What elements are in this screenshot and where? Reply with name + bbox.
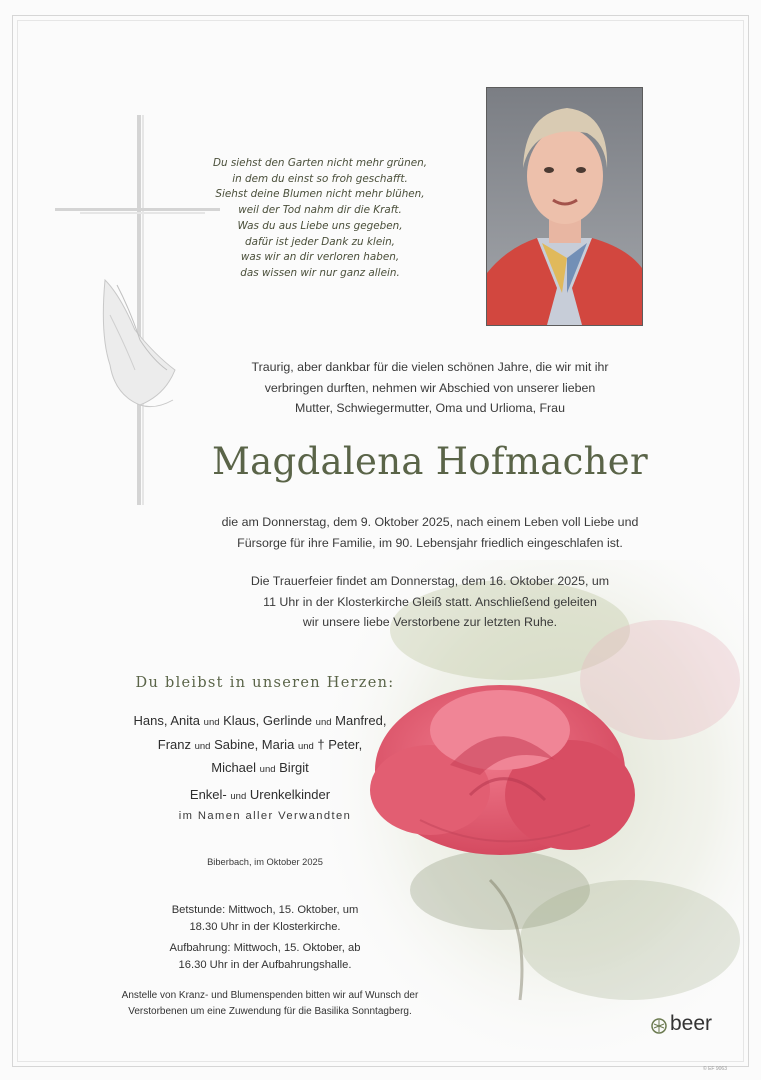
family-names: Hans, Anita — [133, 713, 201, 728]
intro-text: Traurig, aber dankbar für die vielen schönen Jahre, die wir mit ihr verbringen durften, nehmen wir Abschied von unserer lieben Mutter, Schwiegermutter, Oma und Urlioma, Frau — [251, 360, 609, 415]
lying-in-state-info: Aufbahrung: Mittwoch, 15. Oktober, ab 16.30 Uhr in der Aufbahrungshalle. — [169, 942, 361, 971]
conjunction: und — [297, 740, 314, 752]
family-list — [80, 710, 440, 807]
family-names: Enkel- — [189, 786, 227, 802]
portrait-photo — [486, 87, 643, 326]
family-names: Manfred, — [335, 713, 387, 728]
family-names: Franz — [157, 736, 191, 752]
family-line — [80, 757, 440, 781]
family-line — [80, 710, 440, 734]
family-names: Birgit — [279, 760, 309, 775]
family-names: Urenkelkinder — [249, 786, 331, 802]
motto: Du bleibst in unseren Herzen: — [135, 675, 395, 691]
funeral-info: Die Trauerfeier findet am Donnerstag, dem 16. Oktober 2025, um 11 Uhr in der Klosterkirche Gleiß statt. Anschließend geleiten wir unsere liebe Verstorbene zur letzten Ruhe. — [250, 574, 610, 629]
family-names: Klaus, Gerlinde — [223, 713, 313, 728]
prayer-info: Betstunde: Mittwoch, 15. Oktober, um 18.30 Uhr in der Klosterkirche. — [171, 904, 359, 933]
family-line — [80, 734, 440, 758]
donations-note: Anstelle von Kranz- und Blumenspenden bitten wir auf Wunsch der Verstorbenen um eine Zuwendung für die Basilika Sonntagberg. — [121, 990, 419, 1017]
family-names: † Peter, — [317, 736, 363, 752]
conjunction: und — [259, 764, 276, 775]
on-behalf-text: im Namen aller Verwandten — [178, 810, 352, 822]
deceased-name: Magdalena Hofmacher — [212, 440, 648, 483]
beer-logo-text: beer — [670, 1012, 713, 1035]
print-code: © EF 9063 — [703, 1066, 727, 1072]
death-notice: die am Donnerstag, dem 9. Oktober 2025, nach einem Leben voll Liebe und Fürsorge für ihre Familie, im 90. Lebensjahr friedlich eingeschlafen ist. — [221, 515, 639, 550]
conjunction: und — [315, 717, 332, 728]
family-names: Michael — [211, 760, 257, 775]
family-names: Sabine, Maria — [214, 736, 295, 752]
praying-hands-icon — [95, 275, 185, 415]
conjunction: und — [230, 790, 247, 802]
poem: Du siehst den Garten nicht mehr grünen, in dem du einst so froh geschafft. Siehst deine Blumen nicht mehr blühen, weil der Tod nahm dir die Kraft. Was du aus Liebe uns gegeben, dafür ist jeder Dank zu klein, was wir an dir verloren haben, das wissen wir nur ganz allein. — [212, 157, 428, 279]
conjunction: und — [194, 740, 211, 752]
place-date: Biberbach, im Oktober 2025 — [207, 857, 323, 867]
conjunction: und — [203, 717, 220, 728]
family-line — [80, 784, 440, 808]
